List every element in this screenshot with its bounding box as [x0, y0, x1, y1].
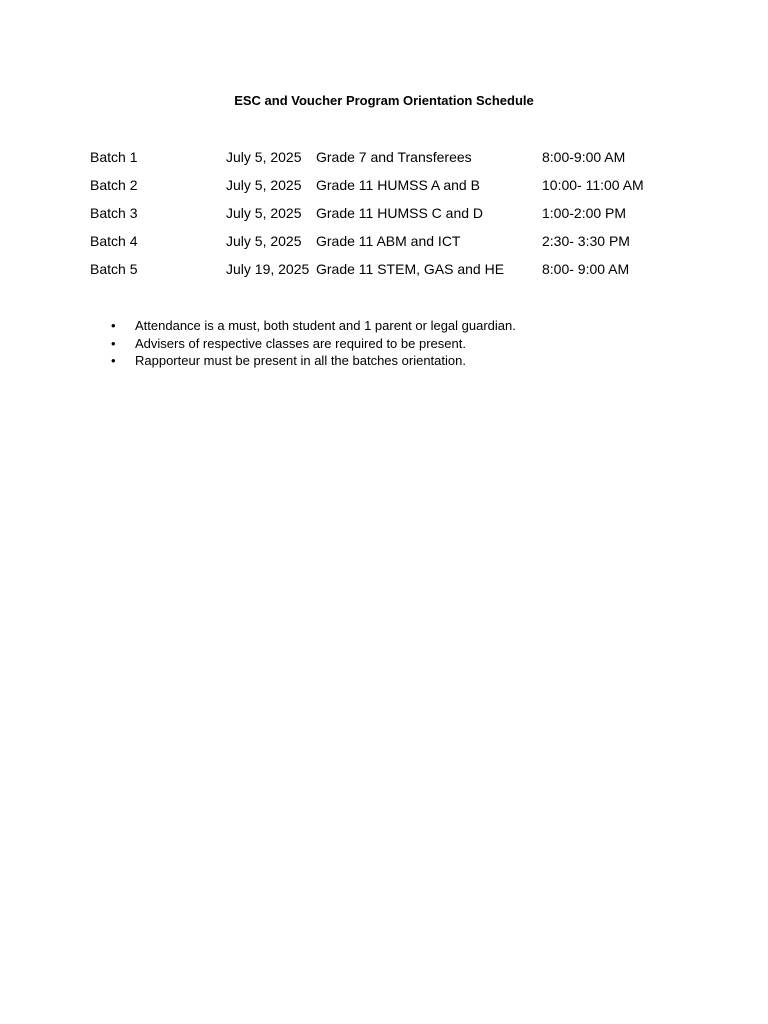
bullet-icon: • [111, 353, 116, 368]
schedule-row [90, 177, 690, 205]
schedule-row [90, 149, 690, 177]
schedule-row [90, 261, 690, 289]
group-cell: Grade 7 and Transferees [316, 149, 472, 165]
batch-cell: Batch 2 [90, 177, 138, 193]
time-cell: 8:00-9:00 AM [542, 149, 626, 165]
note-text: Advisers of respective classes are required to be present. [135, 335, 466, 351]
bullet-icon: • [111, 335, 116, 351]
schedule-row [90, 233, 690, 261]
date-cell: July 5, 2025 [226, 149, 302, 165]
time-cell: 1:00-2:00 PM [542, 205, 627, 221]
batch-cell: Batch 3 [90, 205, 138, 221]
time-cell: 2:30- 3:30 PM [542, 233, 630, 249]
date-cell: July 5, 2025 [226, 205, 302, 221]
schedule-table [90, 149, 690, 289]
batch-cell: Batch 5 [90, 261, 138, 277]
group-cell: Grade 11 HUMSS A and B [316, 177, 480, 193]
group-cell: Grade 11 ABM and ICT [316, 233, 461, 249]
list-item [0, 352, 768, 370]
schedule-row [90, 205, 690, 233]
document-title: ESC and Voucher Program Orientation Schedule [234, 93, 534, 108]
group-cell: Grade 11 STEM, GAS and HE [316, 261, 505, 277]
note-text: Attendance is a must, both student and 1 parent or legal guardian. [135, 318, 516, 333]
date-cell: July 19, 2025 [226, 261, 310, 277]
note-text: Rapporteur must be present in all the batches orientation. [135, 353, 466, 368]
group-cell: Grade 11 HUMSS C and D [316, 205, 484, 221]
notes-list [0, 317, 768, 370]
date-cell: July 5, 2025 [226, 233, 302, 249]
date-cell: July 5, 2025 [226, 177, 302, 193]
time-cell: 10:00- 11:00 AM [542, 177, 644, 193]
time-cell: 8:00- 9:00 AM [542, 261, 630, 277]
list-item [0, 335, 768, 353]
batch-cell: Batch 4 [90, 233, 138, 249]
batch-cell: Batch 1 [90, 149, 138, 165]
list-item [0, 317, 768, 335]
bullet-icon: • [111, 318, 116, 333]
